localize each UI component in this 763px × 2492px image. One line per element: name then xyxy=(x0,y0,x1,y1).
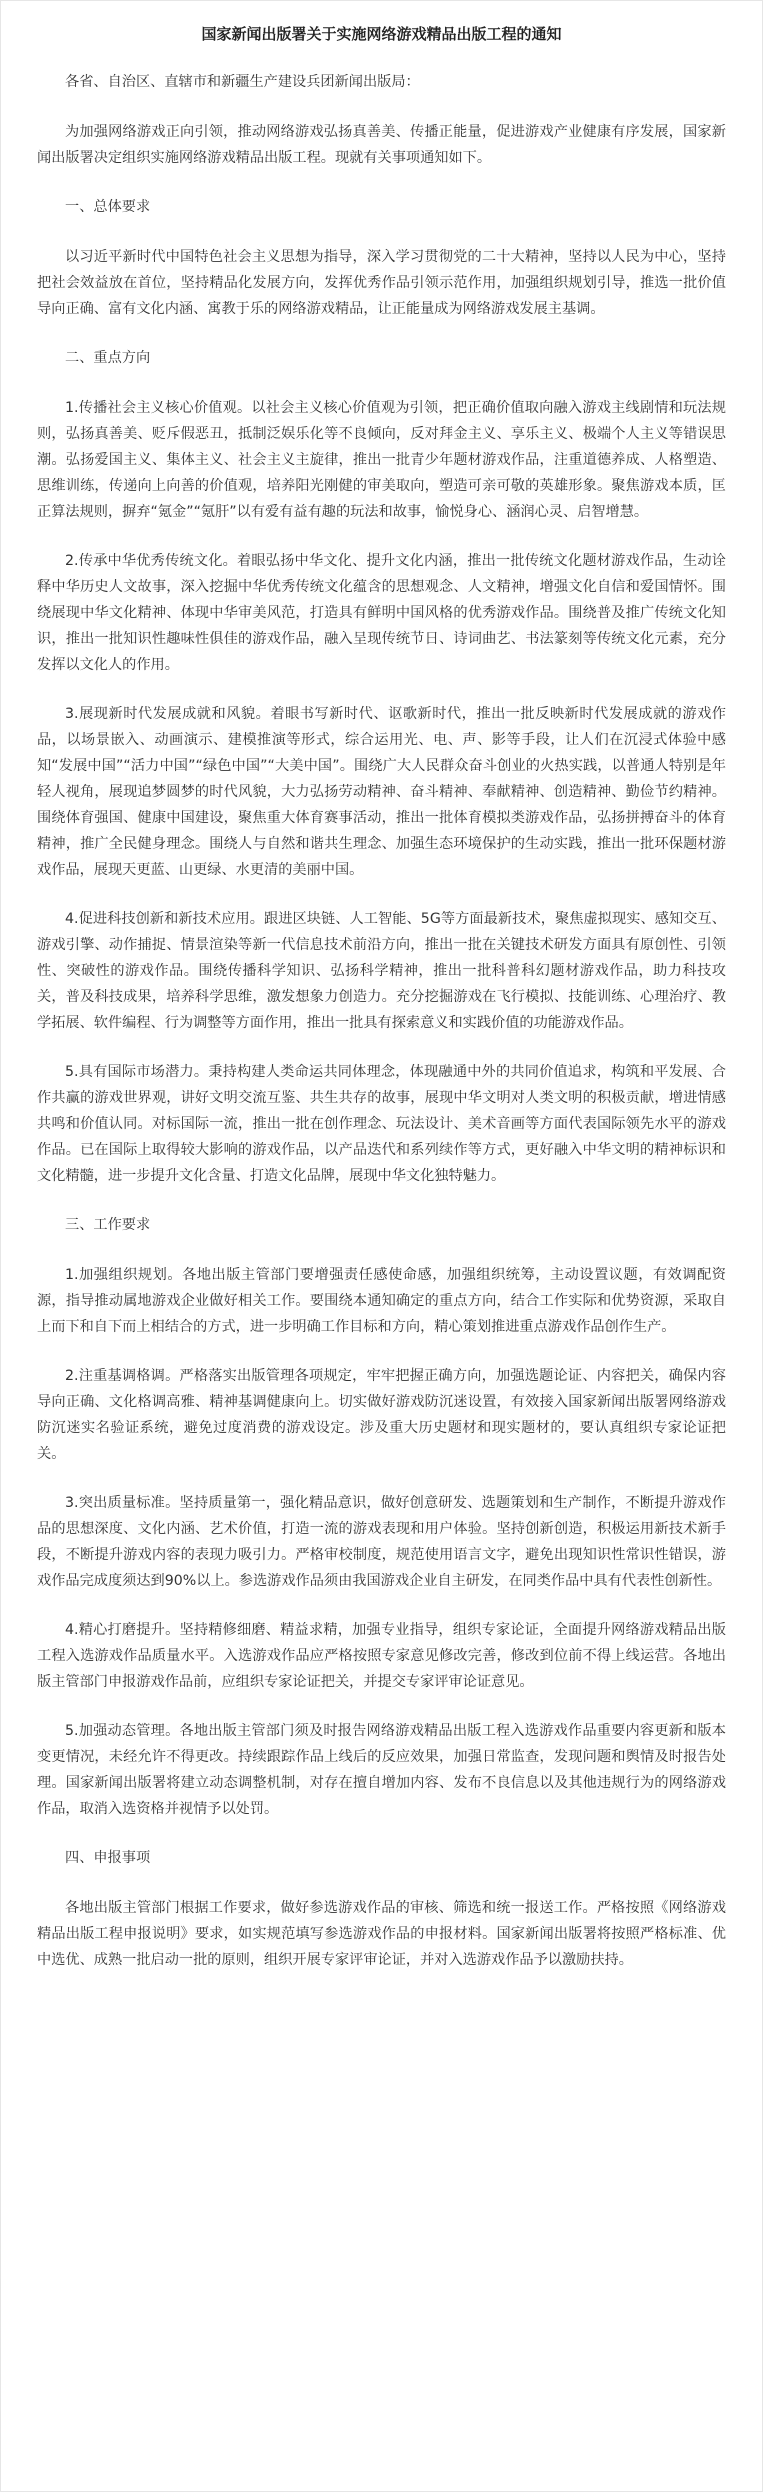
general-requirements-paragraph: 以习近平新时代中国特色社会主义思想为指导，深入学习贯彻党的二十大精神，坚持以人民为中心，坚持把社会效益放在首位，坚持精品化发展方向，发挥优秀作品引领示范作用，加强组织规划引导，推选一批价值导向正确、富有文化内涵、寓教于乐的网络游戏精品，让正能量成为网络游戏发展主基调。 xyxy=(37,249,726,317)
application-paragraph: 各地出版主管部门根据工作要求，做好参选游戏作品的审核、筛选和统一报送工作。严格按照《网络游戏精品出版工程申报说明》要求，如实规范填写参选游戏作品的申报材料。国家新闻出版署将按照严格标准、优中选优、成熟一批启动一批的原则，组织开展专家评审论证，并对入选游戏作品予以激励扶持。 xyxy=(37,1900,726,1968)
work-requirement-4: 4.精心打磨提升。坚持精修细磨、精益求精，加强专业指导，组织专家论证，全面提升网络游戏精品出版工程入选游戏作品质量水平。入选游戏作品应严格按照专家意见修改完善，修改到位前不得上线运营。各地出版主管部门申报游戏作品前，应组织专家论证把关，并提交专家评审论证意见。 xyxy=(37,1622,726,1690)
key-direction-3: 3.展现新时代发展成就和风貌。着眼书写新时代、讴歌新时代，推出一批反映新时代发展成就的游戏作品，以场景嵌入、动画演示、建模推演等形式，综合运用光、电、声、影等手段，让人们在沉浸式体验中感知“发展中国”“活力中国”“绿色中国”“大美中国”。围绕广大人民群众奋斗创业的火热实践，以普通人特别是年轻人视角，展现追梦圆梦的时代风貌，大力弘扬劳动精神、奋斗精神、奉献精神、创造精神、勤俭节约精神。围绕体育强国、健康中国建设，聚焦重大体育赛事活动，推出一批体育模拟类游戏作品，弘扬拼搏奋斗的体育精神，推广全民健身理念。围绕人与自然和谐共生理念、加强生态环境保护的生动实践，推出一批环保题材游戏作品，展现天更蓝、山更绿、水更清的美丽中国。 xyxy=(37,706,726,878)
greeting: 各省、自治区、直辖市和新疆生产建设兵团新闻出版局： xyxy=(65,74,420,90)
section-heading-general-requirements: 一、总体要求 xyxy=(65,199,151,215)
document-title: 国家新闻出版署关于实施网络游戏精品出版工程的通知 xyxy=(201,25,562,43)
section-heading-work-requirements: 三、工作要求 xyxy=(65,1217,151,1233)
key-direction-2: 2.传承中华优秀传统文化。着眼弘扬中华文化、提升文化内涵，推出一批传统文化题材游戏作品，生动诠释中华历史人文故事，深入挖掘中华优秀传统文化蕴含的思想观念、人文精神，增强文化自信和爱国情怀。围绕展现中华文化精神、体现中华审美风范，打造具有鲜明中国风格的优秀游戏作品。围绕普及推广传统文化知识，推出一批知识性趣味性俱佳的游戏作品，融入呈现传统节日、诗词曲艺、书法篆刻等传统文化元素，充分发挥以文化人的作用。 xyxy=(37,553,726,673)
work-requirement-3: 3.突出质量标准。坚持质量第一，强化精品意识，做好创意研发、选题策划和生产制作，不断提升游戏作品的思想深度、文化内涵、艺术价值，打造一流的游戏表现和用户体验。坚持创新创造，积极运用新技术新手段，不断提升游戏内容的表现力吸引力。严格审校制度，规范使用语言文字，避免出现知识性常识性错误，游戏作品完成度须达到90%以上。参选游戏作品须由我国游戏企业自主研发，在同类作品中具有代表性创新性。 xyxy=(37,1495,726,1589)
key-direction-1: 1.传播社会主义核心价值观。以社会主义核心价值观为引领，把正确价值取向融入游戏主线剧情和玩法规则，弘扬真善美、贬斥假恶丑，抵制泛娱乐化等不良倾向，反对拜金主义、享乐主义、极端个人主义等错误思潮。弘扬爱国主义、集体主义、社会主义主旋律，推出一批青少年题材游戏作品，注重道德养成、人格塑造、思维训练，传递向上向善的价值观，培养阳光刚健的审美取向，塑造可亲可敬的英雄形象。聚焦游戏本质，匡正算法规则，摒弃“氪金”“氪肝”以有爱有益有趣的玩法和故事，愉悦身心、涵润心灵、启智增慧。 xyxy=(37,400,726,520)
key-direction-4: 4.促进科技创新和新技术应用。跟进区块链、人工智能、5G等方面最新技术，聚焦虚拟现实、感知交互、游戏引擎、动作捕捉、情景渲染等新一代信息技术前沿方向，推出一批在关键技术研发方面具有原创性、引领性、突破性的游戏作品。围绕传播科学知识、弘扬科学精神，推出一批科普科幻题材游戏作品，助力科技攻关，普及科技成果，培养科学思维，激发想象力创造力。充分挖掘游戏在飞行模拟、技能训练、心理治疗、教学拓展、软件编程、行为调整等方面作用，推出一批具有探索意义和实践价值的功能游戏作品。 xyxy=(37,911,726,1031)
key-direction-5: 5.具有国际市场潜力。秉持构建人类命运共同体理念，体现融通中外的共同价值追求，构筑和平发展、合作共赢的游戏世界观，讲好文明交流互鉴、共生共存的故事，展现中华文明对人类文明的积极贡献，增进情感共鸣和价值认同。对标国际一流，推出一批在创作理念、玩法设计、美术音画等方面代表国际领先水平的游戏作品。已在国际上取得较大影响的游戏作品，以产品迭代和系列续作等方式，更好融入中华文明的精神标识和文化精髓，进一步提升文化含量、打造文化品牌，展现中华文化独特魅力。 xyxy=(37,1064,726,1184)
section-heading-application-matters: 四、申报事项 xyxy=(65,1850,151,1866)
work-requirement-2: 2.注重基调格调。严格落实出版管理各项规定，牢牢把握正确方向，加强选题论证、内容把关，确保内容导向正确、文化格调高雅、精神基调健康向上。切实做好游戏防沉迷设置，有效接入国家新闻出版署网络游戏防沉迷实名验证系统，避免过度消费的游戏设定。涉及重大历史题材和现实题材的，要认真组织专家论证把关。 xyxy=(37,1368,726,1462)
intro-paragraph: 为加强网络游戏正向引领，推动网络游戏弘扬真善美、传播正能量，促进游戏产业健康有序发展，国家新闻出版署决定组织实施网络游戏精品出版工程。现就有关事项通知如下。 xyxy=(37,124,726,166)
section-heading-key-directions: 二、重点方向 xyxy=(65,350,151,366)
work-requirement-5: 5.加强动态管理。各地出版主管部门须及时报告网络游戏精品出版工程入选游戏作品重要内容更新和版本变更情况，未经允许不得更改。持续跟踪作品上线后的反应效果，加强日常监查，发现问题和舆情及时报告处理。国家新闻出版署将建立动态调整机制，对存在擅自增加内容、发布不良信息以及其他违规行为的网络游戏作品，取消入选资格并视情予以处罚。 xyxy=(37,1723,726,1817)
work-requirement-1: 1.加强组织规划。各地出版主管部门要增强责任感使命感，加强组织统筹，主动设置议题，有效调配资源，指导推动属地游戏企业做好相关工作。要围绕本通知确定的重点方向，结合工作实际和优势资源，采取自上而下和自下而上相结合的方式，进一步明确工作目标和方向，精心策划推进重点游戏作品创作生产。 xyxy=(37,1267,726,1335)
